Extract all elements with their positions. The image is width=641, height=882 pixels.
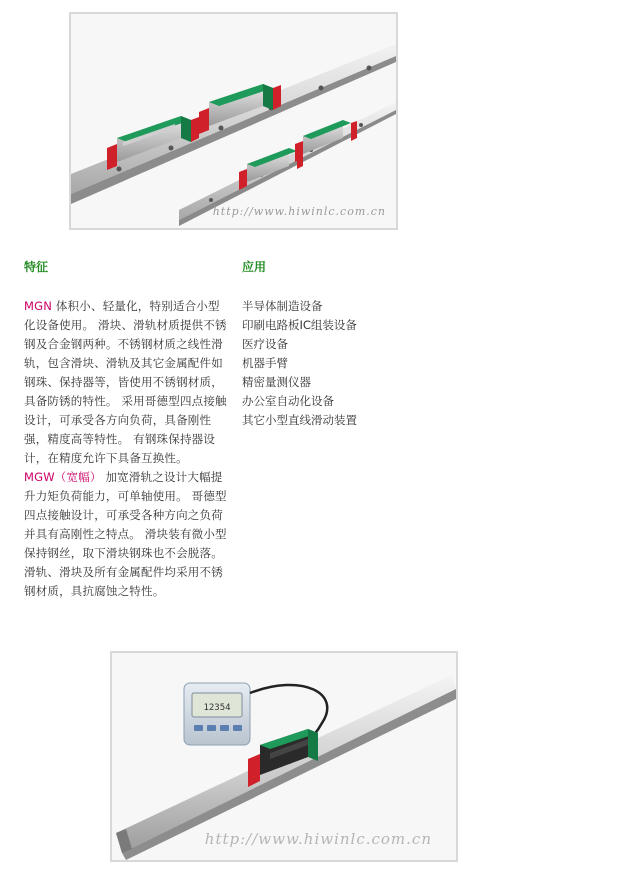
mgw-description: 加宽滑轨之设计大幅提升力矩负荷能力，可单轴使用。 哥德型四点接触设计，可承受各种方向之负荷并具有高刚性之特点。 滑块装有微小型保持钢丝，取下滑块钢珠也不会脱落。 <box>24 470 227 560</box>
closing-paragraph: 滑轨、滑块及所有金属配件均采用不锈钢材质，具抗腐蚀之特性。 <box>24 565 223 598</box>
list-item: 医疗设备 <box>242 337 288 351</box>
list-item: 印刷电路板IC组装设备 <box>242 318 357 332</box>
list-item: 半导体制造设备 <box>242 299 323 313</box>
list-item: 机器手臂 <box>242 356 288 370</box>
list-item: 办公室自动化设备 <box>242 394 334 408</box>
product-photo-miniature-guides <box>69 12 398 230</box>
list-item: 其它小型直线滑动装置 <box>242 413 357 427</box>
list-item: 精密量测仪器 <box>242 375 311 389</box>
positional-guide-illustration <box>112 653 456 860</box>
mgn-paragraph <box>24 297 229 468</box>
features-heading: 特征 <box>24 260 49 274</box>
mgn-model-label: MGN <box>24 299 53 313</box>
applications-list <box>242 297 357 430</box>
display-reading: 12354 <box>203 703 231 713</box>
mgw-model-label: MGW（宽幅） <box>24 470 102 484</box>
watermark-url: http://www.hiwinlc.com.cn <box>212 205 386 218</box>
mgw-paragraph <box>24 468 229 563</box>
applications-heading: 应用 <box>242 260 267 274</box>
product-photo-guide-with-encoder <box>110 651 458 862</box>
watermark-url: http://www.hiwinlc.com.cn <box>204 830 432 848</box>
linear-guide-illustration <box>71 14 396 228</box>
digital-readout-unit <box>184 683 250 745</box>
mgn-description: 体积小、轻量化，特别适合小型化设备使用。 滑块、滑轨材质提供不锈钢及合金钢两种。不锈钢材质之线性滑轨，包含滑块、滑轨及其它金属配件如钢珠、保持器等，皆使用不锈钢材质，具备防锈的特性。 采用哥德型四点接触设计，可承受各方向负荷，具备刚性强，精度高等特性。 有钢珠保持器设计，在精度允许下具备互换性。 <box>24 299 227 465</box>
features-text <box>24 297 229 601</box>
